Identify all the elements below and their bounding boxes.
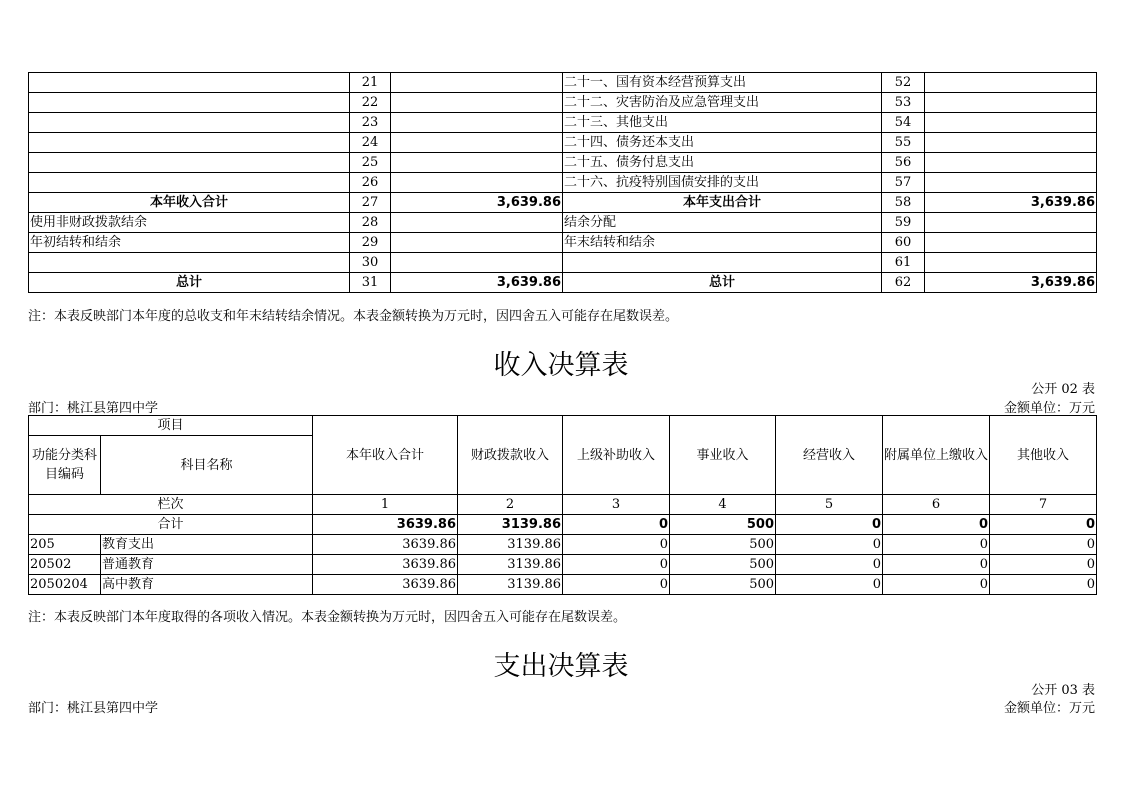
total-label: 合计 xyxy=(29,515,313,535)
income-table-number: 公开 02 表 xyxy=(1031,382,1095,397)
total-value: 0 xyxy=(563,515,670,535)
left-item-label xyxy=(29,153,350,173)
right-line-number: 55 xyxy=(882,133,925,153)
right-item-label: 二十二、灾害防治及应急管理支出 xyxy=(563,93,882,113)
right-line-number: 58 xyxy=(882,193,925,213)
right-item-label: 本年支出合计 xyxy=(563,193,882,213)
income-amount-unit: 金额单位：万元 xyxy=(1003,401,1095,416)
right-line-number: 54 xyxy=(882,113,925,133)
left-item-label: 本年收入合计 xyxy=(29,193,350,213)
total-value: 3139.86 xyxy=(458,515,563,535)
col-header-total: 本年收入合计 xyxy=(313,416,458,495)
amount-cell: 3139.86 xyxy=(458,575,563,595)
table-row xyxy=(29,555,1097,575)
income-table-title: 收入决算表 xyxy=(493,350,629,381)
left-amount xyxy=(391,173,563,193)
amount-cell: 0 xyxy=(883,555,990,575)
subject-name-header: 科目名称 xyxy=(101,436,313,495)
amount-cell: 500 xyxy=(670,535,776,555)
amount-cell: 0 xyxy=(990,575,1097,595)
col-row-label: 栏次 xyxy=(29,495,313,515)
right-item-label: 年末结转和结余 xyxy=(563,233,882,253)
subject-code: 2050204 xyxy=(29,575,101,595)
table-row xyxy=(29,575,1097,595)
left-item-label: 年初结转和结余 xyxy=(29,233,350,253)
total-value: 500 xyxy=(670,515,776,535)
right-amount xyxy=(925,73,1097,93)
left-line-number: 28 xyxy=(350,213,391,233)
col-header-business: 事业收入 xyxy=(670,416,776,495)
right-item-label: 二十一、国有资本经营预算支出 xyxy=(563,73,882,93)
right-line-number: 62 xyxy=(882,273,925,293)
amount-cell: 0 xyxy=(883,575,990,595)
left-item-label: 使用非财政拨款结余 xyxy=(29,213,350,233)
col-header-superior-subsidy: 上级补助收入 xyxy=(563,416,670,495)
total-value: 0 xyxy=(990,515,1097,535)
amount-cell: 500 xyxy=(670,575,776,595)
right-item-label xyxy=(563,253,882,273)
expense-amount-unit: 金额单位：万元 xyxy=(1003,701,1095,716)
left-item-label xyxy=(29,73,350,93)
left-amount xyxy=(391,73,563,93)
income-expense-summary-table xyxy=(28,72,1097,293)
right-line-number: 56 xyxy=(882,153,925,173)
summary-row xyxy=(29,153,1097,173)
right-item-label: 二十五、债务付息支出 xyxy=(563,153,882,173)
amount-cell: 3639.86 xyxy=(313,555,458,575)
amount-cell: 0 xyxy=(776,555,883,575)
right-amount xyxy=(925,133,1097,153)
col-num: 7 xyxy=(990,495,1097,515)
left-amount xyxy=(391,233,563,253)
col-num: 3 xyxy=(563,495,670,515)
summary-row xyxy=(29,93,1097,113)
left-amount xyxy=(391,213,563,233)
left-item-label xyxy=(29,173,350,193)
summary-row xyxy=(29,113,1097,133)
amount-cell: 3639.86 xyxy=(313,575,458,595)
left-line-number: 31 xyxy=(350,273,391,293)
left-line-number: 27 xyxy=(350,193,391,213)
right-item-label: 总计 xyxy=(563,273,882,293)
subject-name: 高中教育 xyxy=(101,575,313,595)
summary-row xyxy=(29,73,1097,93)
total-value: 3639.86 xyxy=(313,515,458,535)
amount-cell: 0 xyxy=(990,555,1097,575)
amount-cell: 3639.86 xyxy=(313,535,458,555)
expense-department: 部门：桃江县第四中学 xyxy=(28,701,159,716)
right-amount xyxy=(925,153,1097,173)
left-line-number: 26 xyxy=(350,173,391,193)
total-row xyxy=(29,515,1097,535)
left-amount xyxy=(391,253,563,273)
income-department: 部门：桃江县第四中学 xyxy=(28,401,159,416)
expense-table-number: 公开 03 表 xyxy=(1031,683,1095,698)
right-line-number: 61 xyxy=(882,253,925,273)
left-item-label xyxy=(29,113,350,133)
subject-code: 20502 xyxy=(29,555,101,575)
amount-cell: 0 xyxy=(776,535,883,555)
subject-name: 普通教育 xyxy=(101,555,313,575)
amount-cell: 3139.86 xyxy=(458,555,563,575)
col-header-fiscal: 财政拨款收入 xyxy=(458,416,563,495)
left-amount xyxy=(391,113,563,133)
summary-row xyxy=(29,213,1097,233)
summary-row xyxy=(29,233,1097,253)
right-amount xyxy=(925,253,1097,273)
right-item-label: 结余分配 xyxy=(563,213,882,233)
left-item-label xyxy=(29,133,350,153)
right-line-number: 52 xyxy=(882,73,925,93)
amount-cell: 3139.86 xyxy=(458,535,563,555)
right-item-label: 二十四、债务还本支出 xyxy=(563,133,882,153)
right-amount xyxy=(925,233,1097,253)
func-code-header: 功能分类科目编码 xyxy=(29,436,101,495)
summary-row xyxy=(29,273,1097,293)
col-num: 5 xyxy=(776,495,883,515)
col-num: 4 xyxy=(670,495,776,515)
income-table-note: 注：本表反映部门本年度取得的各项收入情况。本表金额转换为万元时，因四舍五入可能存在尾数误差。 xyxy=(28,610,627,625)
subject-name: 教育支出 xyxy=(101,535,313,555)
total-value: 0 xyxy=(776,515,883,535)
expense-table-title: 支出决算表 xyxy=(493,651,629,682)
amount-cell: 0 xyxy=(883,535,990,555)
right-amount xyxy=(925,173,1097,193)
amount-cell: 0 xyxy=(563,575,670,595)
col-num: 6 xyxy=(883,495,990,515)
right-amount xyxy=(925,113,1097,133)
summary-row xyxy=(29,253,1097,273)
summary-table-note: 注：本表反映部门本年度的总收支和年末结转结余情况。本表金额转换为万元时，因四舍五入可能存在尾数误差。 xyxy=(28,309,679,324)
left-amount xyxy=(391,133,563,153)
amount-cell: 0 xyxy=(563,555,670,575)
left-line-number: 21 xyxy=(350,73,391,93)
right-line-number: 57 xyxy=(882,173,925,193)
right-line-number: 53 xyxy=(882,93,925,113)
right-line-number: 60 xyxy=(882,233,925,253)
col-header-operating: 经营收入 xyxy=(776,416,883,495)
left-line-number: 23 xyxy=(350,113,391,133)
amount-cell: 500 xyxy=(670,555,776,575)
right-amount: 3,639.86 xyxy=(925,273,1097,293)
income-statement-table xyxy=(28,415,1097,595)
left-line-number: 24 xyxy=(350,133,391,153)
right-line-number: 59 xyxy=(882,213,925,233)
right-amount xyxy=(925,93,1097,113)
table-row xyxy=(29,535,1097,555)
col-num: 1 xyxy=(313,495,458,515)
col-header-other: 其他收入 xyxy=(990,416,1097,495)
right-item-label: 二十六、抗疫特别国债安排的支出 xyxy=(563,173,882,193)
left-line-number: 25 xyxy=(350,153,391,173)
left-amount: 3,639.86 xyxy=(391,193,563,213)
amount-cell: 0 xyxy=(776,575,883,595)
project-header: 项目 xyxy=(29,416,313,436)
total-value: 0 xyxy=(883,515,990,535)
amount-cell: 0 xyxy=(990,535,1097,555)
summary-row xyxy=(29,193,1097,213)
left-item-label: 总计 xyxy=(29,273,350,293)
amount-cell: 0 xyxy=(563,535,670,555)
right-amount xyxy=(925,213,1097,233)
right-item-label: 二十三、其他支出 xyxy=(563,113,882,133)
left-amount xyxy=(391,153,563,173)
summary-row xyxy=(29,173,1097,193)
left-line-number: 29 xyxy=(350,233,391,253)
summary-row xyxy=(29,133,1097,153)
left-line-number: 30 xyxy=(350,253,391,273)
right-amount: 3,639.86 xyxy=(925,193,1097,213)
left-item-label xyxy=(29,253,350,273)
subject-code: 205 xyxy=(29,535,101,555)
left-amount: 3,639.86 xyxy=(391,273,563,293)
col-header-affiliated: 附属单位上缴收入 xyxy=(883,416,990,495)
left-line-number: 22 xyxy=(350,93,391,113)
col-num: 2 xyxy=(458,495,563,515)
left-amount xyxy=(391,93,563,113)
left-item-label xyxy=(29,93,350,113)
